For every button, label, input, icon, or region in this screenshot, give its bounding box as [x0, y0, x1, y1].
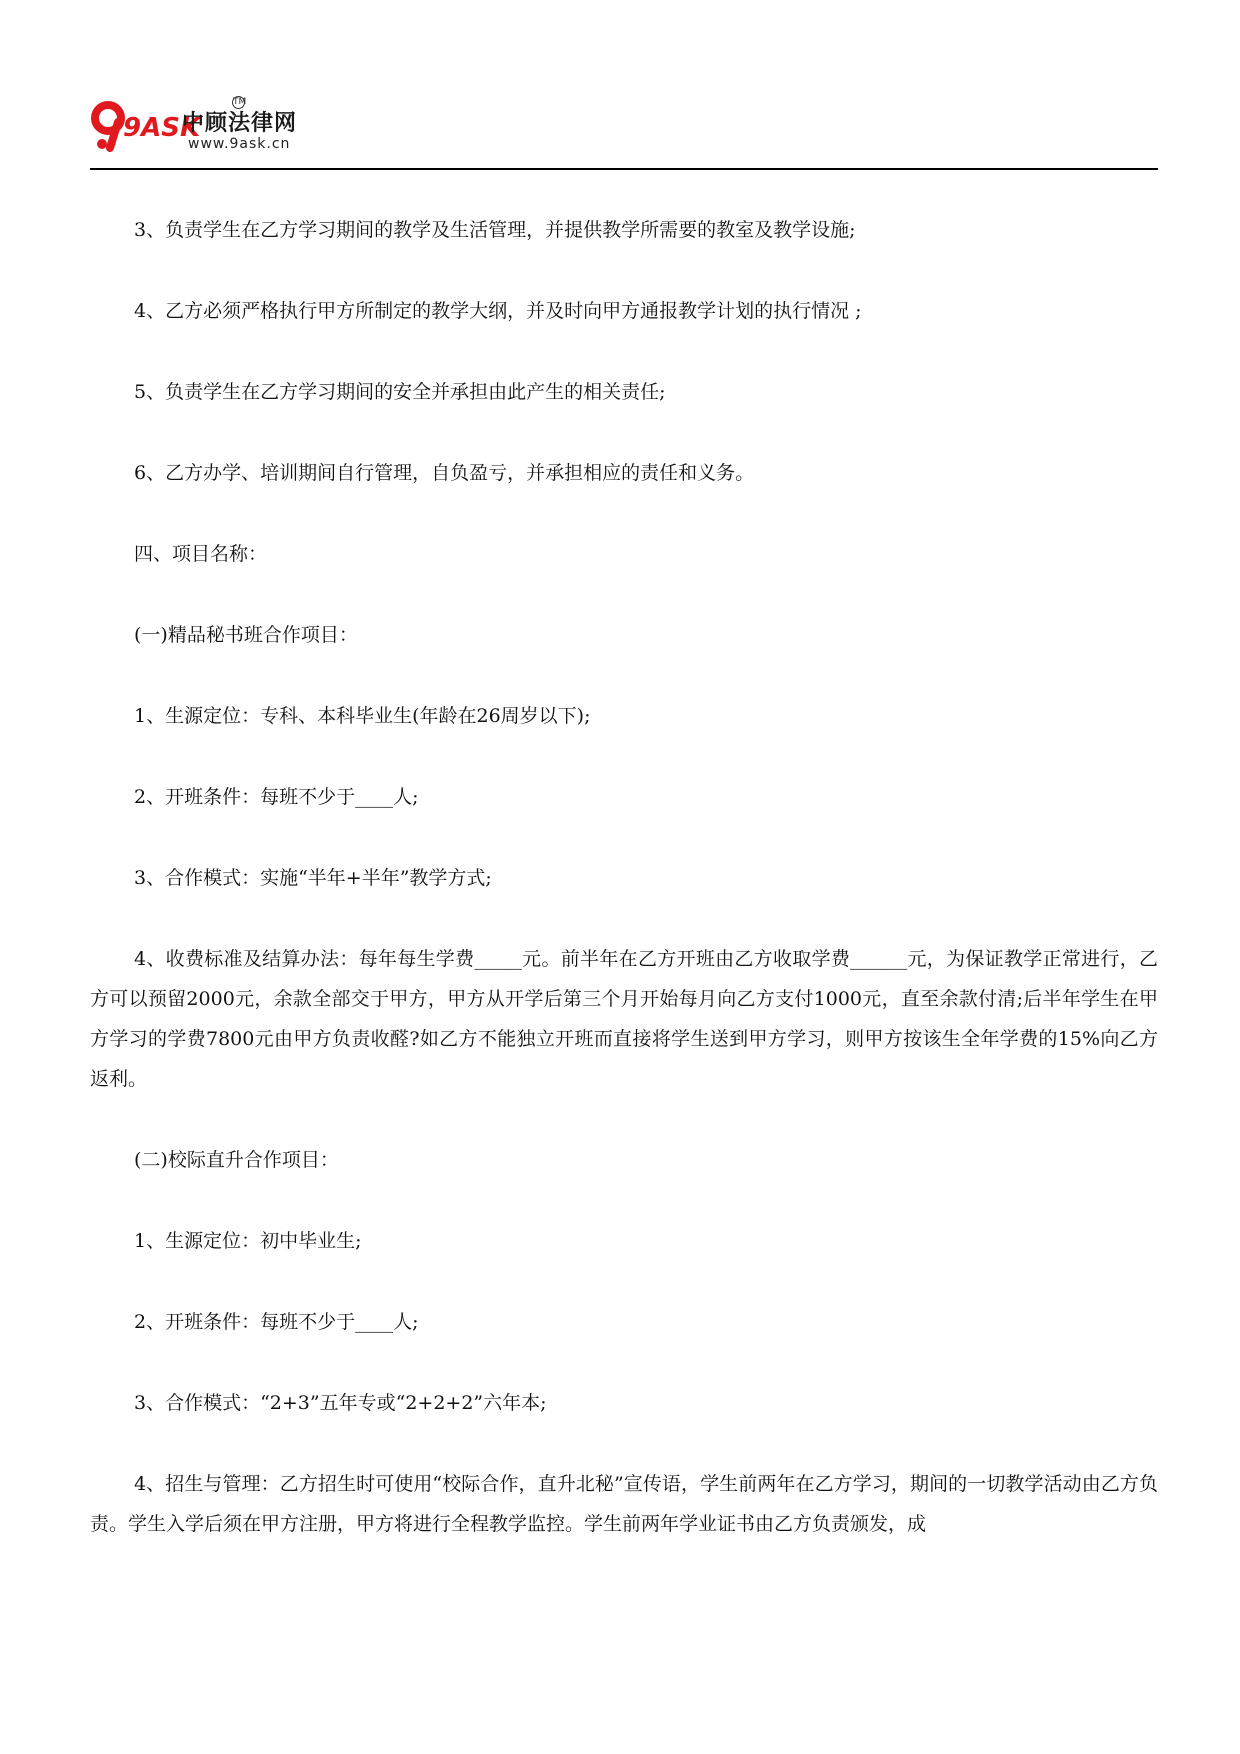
- paragraph-item-6: 6、乙方办学、培训期间自行管理，自负盈亏，并承担相应的责任和义务。: [134, 462, 755, 484]
- trademark-badge: TM: [233, 97, 247, 107]
- 9ask-logo-mark-icon: [90, 96, 201, 156]
- promotion-item-3: 3、合作模式：“2+3”五年专或“2+2+2”六年本;: [134, 1392, 547, 1414]
- page-header: [90, 96, 1158, 170]
- document-body: [90, 210, 1158, 1544]
- logo-mark-text: 9ASK: [123, 113, 201, 143]
- promotion-item-4: 4、招生与管理：乙方招生时可使用“校际合作，直升北秘”宣传语，学生前两年在乙方学习，期间的一切教学活动由乙方负责。学生入学后须在甲方注册，甲方将进行全程教学监控。学生前两年学业证书由乙方负责颁发，成: [90, 1473, 1158, 1535]
- paragraph-item-5: 5、负责学生在乙方学习期间的安全并承担由此产生的相关责任;: [134, 381, 666, 403]
- secretary-item-3: 3、合作模式：实施“半年+半年”教学方式;: [134, 867, 492, 889]
- site-logo[interactable]: [90, 96, 330, 162]
- secretary-item-1: 1、生源定位：专科、本科毕业生(年龄在26周岁以下);: [134, 705, 591, 727]
- paragraph-item-4: 4、乙方必须严格执行甲方所制定的教学大纲，并及时向甲方通报教学计划的执行情况 ;: [134, 300, 862, 322]
- logo-url: www.9ask.cn: [188, 136, 291, 152]
- logo-name: 中顾法律网: [182, 111, 298, 136]
- paragraph-item-3: 3、负责学生在乙方学习期间的教学及生活管理，并提供教学所需要的教室及教学设施;: [134, 219, 856, 241]
- secretary-item-4: 4、收费标准及结算办法：每年每生学费_____元。前半年在乙方开班由乙方收取学费______元，为保证教学正常进行，乙方可以预留2000元，余款全部交于甲方，甲方从开学后第三个月开始每月向乙方支付1000元，直至余款付清;后半年学生在甲方学习的学费7800元由甲方负责收醛?如乙方不能独立开班而直接将学生送到甲方学习，则甲方按该生全年学费的15%向乙方返利。: [90, 948, 1158, 1090]
- header-divider: [90, 168, 1158, 170]
- promotion-item-1: 1、生源定位：初中毕业生;: [134, 1230, 362, 1252]
- section-heading-project-name: 四、项目名称：: [134, 543, 268, 565]
- subsection-heading-secretary-class: (一)精品秘书班合作项目：: [134, 624, 358, 646]
- promotion-item-2: 2、开班条件：每班不少于____人;: [134, 1311, 419, 1333]
- subsection-heading-direct-promotion: (二)校际直升合作项目：: [134, 1149, 339, 1171]
- secretary-item-2: 2、开班条件：每班不少于____人;: [134, 786, 419, 808]
